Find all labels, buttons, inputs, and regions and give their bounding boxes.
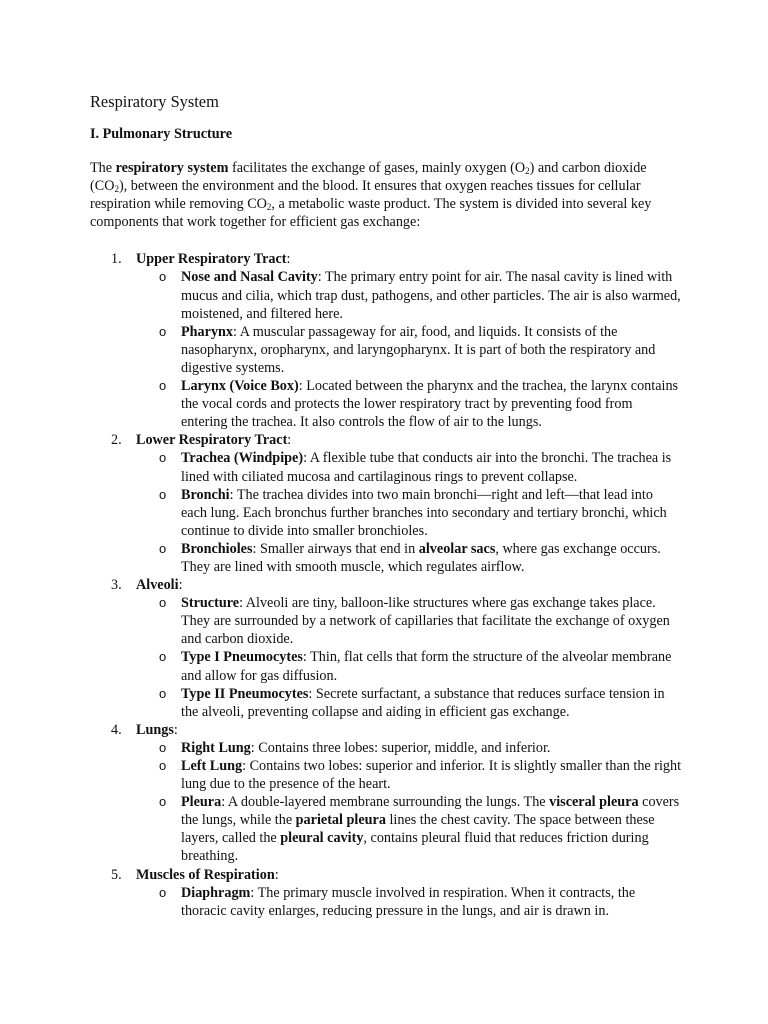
sub-list-item	[136, 268, 682, 322]
sub-list-item	[136, 884, 682, 920]
sub-item-label: Right Lung	[181, 739, 251, 756]
sub-item-text: : Located between the pharynx and the trachea, the larynx contains the vocal cords and protects the lower respiratory tract by preventing food from entering the trachea. It also controls the flow of air to the lungs.	[181, 378, 679, 431]
sub-list	[136, 268, 682, 431]
bullet-icon: o	[159, 794, 167, 810]
sub-item-text: : Smaller airways that end in	[252, 540, 419, 557]
list-item	[90, 576, 682, 721]
sub-list-item	[136, 449, 682, 485]
list-item-suffix: :	[173, 721, 178, 738]
sub-item-text: : Alveoli are tiny, balloon-like structures where gas exchange takes place. They are surrounded by a network of capillaries that facilitate the exchange of oxygen and carbon dioxide.	[181, 595, 670, 648]
intro-text: ), between the environment and the blood. It ensures that oxygen reaches tissues for cellular respiration while removing CO	[90, 178, 641, 213]
list-item-suffix: :	[286, 251, 291, 268]
intro-text: facilitates the exchange of gases, mainly oxygen (O	[228, 160, 526, 176]
bullet-icon: o	[159, 486, 167, 502]
sub-list-item	[136, 377, 682, 431]
bullet-icon: o	[159, 378, 167, 394]
bullet-icon: o	[159, 323, 167, 339]
sub-item-text: : Contains two lobes: superior and inferior. It is slightly smaller than the right lung due to the presence of the heart.	[181, 758, 682, 793]
sub-item-bold-term: visceral pleura	[549, 794, 639, 811]
sub-item-text: : A double-layered membrane surrounding the lungs. The	[221, 794, 550, 811]
sub-item-text: , contains pleural fluid that reduces friction during breathing.	[181, 830, 649, 865]
sub-list-item	[136, 540, 682, 576]
list-item-suffix: :	[178, 577, 183, 594]
list-number: 3.	[111, 577, 122, 594]
bullet-icon: o	[159, 540, 167, 556]
sub-item-label: Pharynx	[181, 323, 234, 340]
sub-list	[136, 884, 682, 920]
list-number: 5.	[111, 866, 122, 883]
sub-item-label: Bronchi	[181, 486, 230, 503]
section-heading: I. Pulmonary Structure	[90, 126, 232, 142]
sub-item-label: Structure	[181, 595, 240, 612]
document-title: Respiratory System	[90, 92, 219, 111]
bullet-icon: o	[159, 884, 167, 900]
bullet-icon: o	[159, 685, 167, 701]
sub-list-item	[136, 793, 682, 865]
sub-list-item	[136, 739, 682, 757]
sub-list-item	[136, 685, 682, 721]
sub-list-item	[136, 757, 682, 793]
sub-item-label: Type I Pneumocytes	[181, 649, 303, 666]
sub-item-text: : A muscular passageway for air, food, and liquids. It consists of the nasopharynx, oropharynx, and laryngopharynx. It is part of both the respiratory and digestive systems.	[181, 323, 656, 376]
bullet-icon: o	[159, 739, 167, 755]
sub-item-label: Left Lung	[181, 758, 243, 774]
sub-item-text: covers the lungs, while the	[181, 794, 680, 829]
list-item-suffix: :	[287, 432, 292, 449]
sub-list	[136, 449, 682, 576]
intro-paragraph	[90, 159, 682, 231]
sub-item-text: : Thin, flat cells that form the structure of the alveolar membrane and allow for gas diffusion.	[181, 649, 672, 684]
list-item-label: Alveoli	[136, 577, 179, 594]
list-item-label: Lungs	[136, 721, 174, 738]
list-number: 1.	[111, 251, 122, 268]
sub-list-item	[136, 648, 682, 684]
list-item-label: Muscles of Respiration	[136, 866, 275, 883]
bullet-icon: o	[159, 450, 167, 466]
component-list	[90, 250, 682, 919]
sub-list-item	[136, 323, 682, 377]
sub-item-label: Larynx (Voice Box)	[181, 378, 299, 395]
intro-text: ) and carbon dioxide (CO	[90, 160, 647, 195]
list-item-label: Upper Respiratory Tract	[136, 251, 287, 268]
sub-item-label: Type II Pneumocytes	[181, 685, 309, 702]
bullet-icon: o	[159, 649, 167, 665]
list-item	[90, 721, 682, 866]
list-number: 4.	[111, 721, 122, 738]
sub-item-bold-term: pleural cavity	[280, 830, 364, 847]
sub-item-text: : A flexible tube that conducts air into the bronchi. The trachea is lined with ciliated mucosa and cartilaginous rings to prevent collapse.	[181, 450, 672, 485]
sub-item-label: Pleura	[181, 794, 222, 811]
sub-list-item	[136, 486, 682, 540]
sub-list-item	[136, 594, 682, 648]
sub-item-text: : The trachea divides into two main bronchi—right and left—that lead into each lung. Each bronchus further branches into secondary and tertiary bronchi, which continue to divide into smaller bronchioles.	[181, 486, 667, 539]
sub-item-bold-term: parietal pleura	[295, 812, 386, 829]
sub-list	[136, 739, 682, 866]
intro-text: , a metabolic waste product. The system is divided into several key components that work together for efficient gas exchange:	[90, 196, 652, 231]
sub-item-text: lines the chest cavity. The space between these layers, called the	[181, 812, 655, 847]
sub-item-label: Trachea (Windpipe)	[181, 450, 304, 467]
sub-item-text: : The primary entry point for air. The nasal cavity is lined with mucus and cilia, which trap dust, pathogens, and other particles. The air is also warmed, moistened, and filtered here.	[181, 269, 681, 322]
list-number: 2.	[111, 432, 122, 449]
subscript: 2	[114, 184, 119, 195]
list-item-suffix: :	[274, 866, 279, 883]
bullet-icon: o	[159, 758, 167, 773]
list-item	[90, 431, 682, 576]
list-item	[90, 250, 682, 431]
bullet-icon: o	[159, 269, 167, 285]
sub-item-label: Nose and Nasal Cavity	[181, 269, 318, 286]
intro-bold-term: respiratory system	[115, 160, 229, 176]
sub-list	[136, 594, 682, 721]
sub-item-text: : Contains three lobes: superior, middle, and inferior.	[250, 739, 551, 756]
sub-item-label: Diaphragm	[181, 884, 251, 901]
sub-item-text: , where gas exchange occurs. They are lined with smooth muscle, which regulates airflow.	[181, 540, 661, 575]
list-item	[90, 866, 682, 920]
sub-item-bold-term: alveolar sacs	[418, 540, 496, 557]
sub-item-text: : The primary muscle involved in respiration. When it contracts, the thoracic cavity enlarges, reducing pressure in the lungs, and air is drawn in.	[181, 884, 636, 919]
sub-item-text: : Secrete surfactant, a substance that reduces surface tension in the alveoli, preventing collapse and aiding in efficient gas exchange.	[181, 685, 665, 720]
list-item-label: Lower Respiratory Tract	[136, 432, 288, 449]
intro-text: The	[90, 160, 116, 176]
subscript: 2	[266, 202, 272, 213]
bullet-icon: o	[159, 595, 167, 611]
subscript: 2	[525, 166, 530, 176]
sub-item-label: Bronchioles	[181, 540, 253, 557]
document-body	[90, 92, 682, 920]
